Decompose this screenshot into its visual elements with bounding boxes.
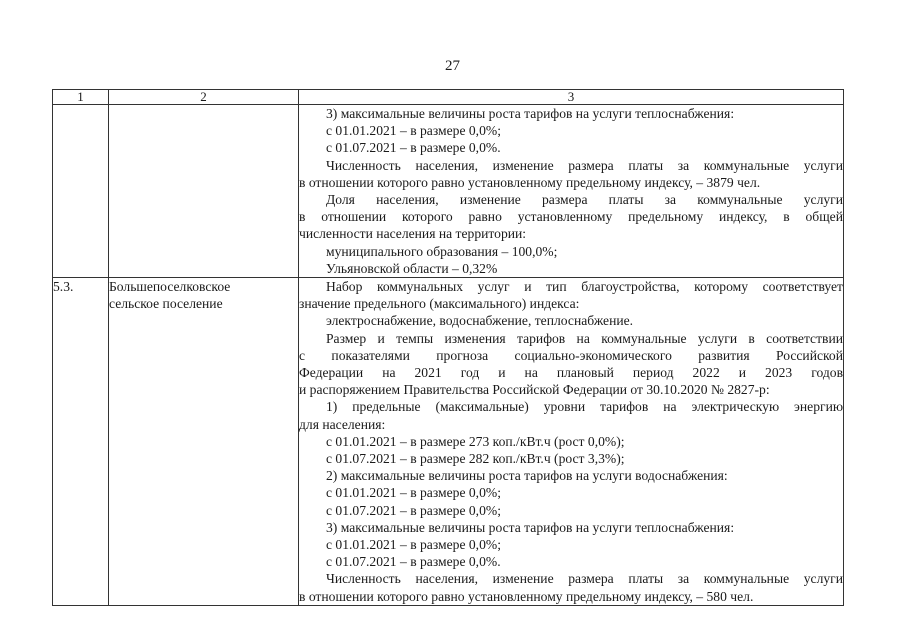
text-line: с 01.07.2021 – в размере 0,0%. [326,554,501,570]
text-line: 3) максимальные величины роста тарифов на услуги теплоснабжения: [326,106,735,121]
text-line: 2) максимальные величины роста тарифов на услуги водоснабжения: [326,468,728,484]
text-line: Доля населения, изменение размера платы за коммунальные услуги [326,192,843,208]
settlement-name-line: Большепоселковское [109,279,231,295]
text-line: муниципального образования – 100,0%; [326,243,558,259]
row-content [299,278,844,606]
text-line: с 01.01.2021 – в размере 0,0%; [326,485,501,501]
settlement-name [109,278,299,606]
column-header-3: 3 [299,90,844,105]
text-line: Ульяновской области – 0,32% [326,260,498,276]
text-line: Федерации на 2021 год и на плановый период 2022 и 2023 годов [299,365,843,381]
column-header-2: 2 [109,90,299,105]
text-line: в отношении которого равно установленному предельному индексу, – 3879 чел. [299,174,761,190]
text-line: с 01.01.2021 – в размере 273 коп./кВт.ч (рост 0,0%); [326,433,625,449]
text-line: с показателями прогноза социально-экономического развития Российской [299,347,843,363]
text-line: численности населения на территории: [299,226,527,242]
tariff-table [52,89,844,606]
table-row [53,278,844,606]
text-line: с 01.07.2021 – в размере 0,0%; [326,502,501,518]
text-line: Численность населения, изменение размера платы за коммунальные услуги [326,157,843,173]
text-line: с 01.01.2021 – в размере 0,0%; [326,123,501,139]
page-number: 27 [445,58,460,74]
column-header-1: 1 [53,90,109,105]
row-content [299,105,844,278]
text-line: в отношении которого равно установленному предельному индексу, в общей [299,209,843,225]
text-line: 1) предельные (максимальные) уровни тарифов на электрическую энергию [326,399,843,415]
text-line: Набор коммунальных услуг и тип благоустройства, которому соответствует [326,279,843,295]
row-number [53,105,109,278]
text-line: Численность населения, изменение размера платы за коммунальные услуги [326,571,843,587]
header-row [53,90,844,105]
text-line: 3) максимальные величины роста тарифов на услуги теплоснабжения: [326,519,735,535]
settlement-name-line: сельское поселение [109,296,223,312]
text-line: с 01.07.2021 – в размере 282 коп./кВт.ч (рост 3,3%); [326,451,625,467]
table-row [53,105,844,278]
text-line: в отношении которого равно установленному предельному индексу, – 580 чел. [299,588,754,604]
text-line: и распоряжением Правительства Российской Федерации от 30.10.2020 № 2827-р: [299,382,770,398]
text-line: для населения: [299,416,386,432]
text-line: с 01.07.2021 – в размере 0,0%. [326,140,501,156]
text-line: с 01.01.2021 – в размере 0,0%; [326,537,501,553]
row-number: 5.3. [53,278,109,606]
text-line: Размер и темпы изменения тарифов на коммунальные услуги в соответствии [326,330,843,346]
settlement-name [109,105,299,278]
text-line: значение предельного (максимального) индекса: [299,296,580,312]
text-line: электроснабжение, водоснабжение, теплоснабжение. [326,313,634,329]
